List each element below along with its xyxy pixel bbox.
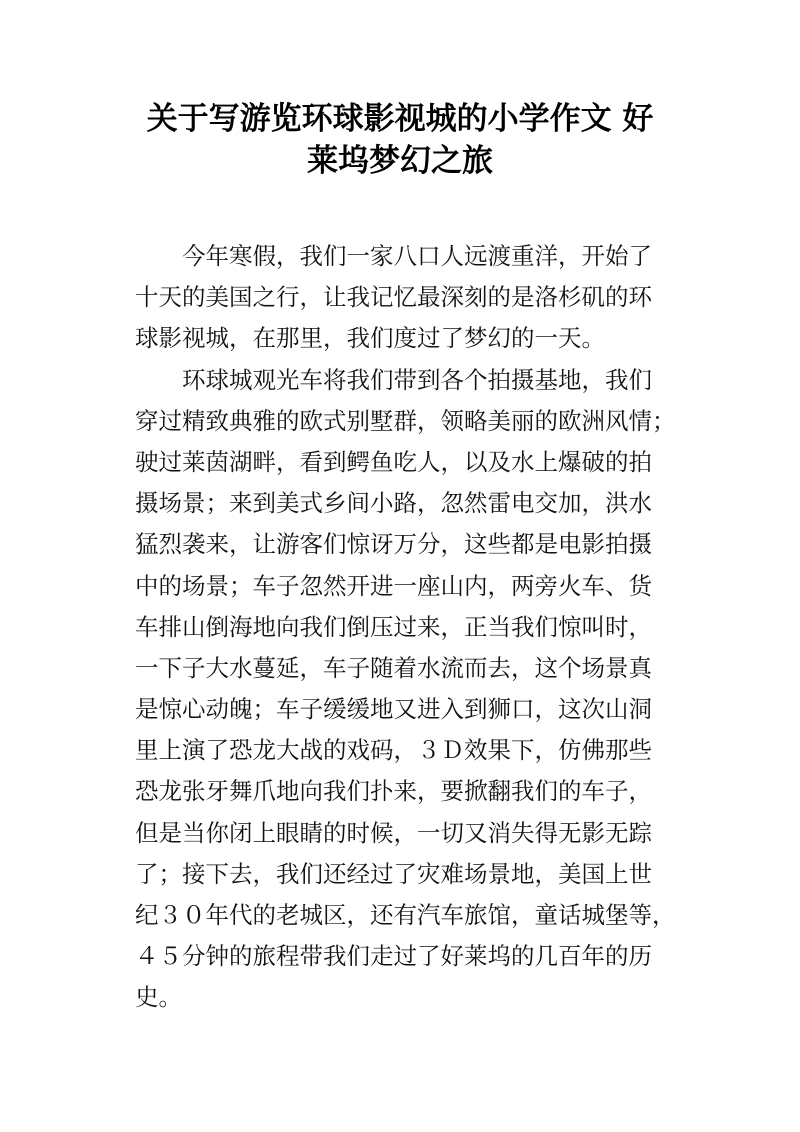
paragraph-line: 里上演了恐龙大战的戏码，３Ｄ效果下，仿佛那些 <box>135 736 652 765</box>
paragraph-line: 十天的美国之行，让我记忆最深刻的是洛杉矶的环 <box>135 283 652 312</box>
paragraph-line: 是惊心动魄；车子缓缓地又进入到狮口，这次山洞 <box>135 695 652 724</box>
paragraph-1 <box>135 236 675 360</box>
paragraph-line: 穿过精致典雅的欧式别墅群，领略美丽的欧洲风情； <box>135 406 676 435</box>
paragraph-line: 但是当你闭上眼睛的时候，一切又消失得无影无踪 <box>135 818 652 847</box>
paragraph-line: 了；接下去，我们还经过了灾难场景地，美国上世 <box>135 859 652 888</box>
paragraph-2 <box>135 360 675 1019</box>
paragraph-line: 一下子大水蔓延，车子随着水流而去，这个场景真 <box>135 653 652 682</box>
document-body <box>135 236 675 1019</box>
paragraph-line: 恐龙张牙舞爪地向我们扑来，要掀翻我们的车子， <box>135 777 652 806</box>
paragraph-line: 史。 <box>135 983 182 1012</box>
paragraph-line: 猛烈袭来，让游客们惊讶万分，这些都是电影拍摄 <box>135 530 652 559</box>
title-line-1: 关于写游览环球影视城的小学作文 好 <box>146 101 654 137</box>
paragraph-line: 环球城观光车将我们带到各个拍摄基地，我们 <box>182 365 652 394</box>
paragraph-line: 中的场景；车子忽然开进一座山内，两旁火车、货 <box>135 571 652 600</box>
paragraph-line: 车排山倒海地向我们倒压过来，正当我们惊叫时， <box>135 612 652 641</box>
document-title <box>120 98 680 182</box>
paragraph-line: 纪３０年代的老城区，还有汽车旅馆，童话城堡等， <box>135 901 676 929</box>
title-line-2: 莱坞梦幻之旅 <box>307 143 493 179</box>
paragraph-line: 摄场景；来到美式乡间小路，忽然雷电交加，洪水 <box>135 489 652 518</box>
paragraph-line: 球影视城，在那里，我们度过了梦幻的一天。 <box>135 324 605 353</box>
paragraph-line: ４５分钟的旅程带我们走过了好莱坞的几百年的历 <box>135 942 652 971</box>
paragraph-line: 驶过莱茵湖畔，看到鳄鱼吃人，以及水上爆破的拍 <box>135 447 652 476</box>
paragraph-line: 今年寒假，我们一家八口人远渡重洋，开始了 <box>182 242 652 270</box>
